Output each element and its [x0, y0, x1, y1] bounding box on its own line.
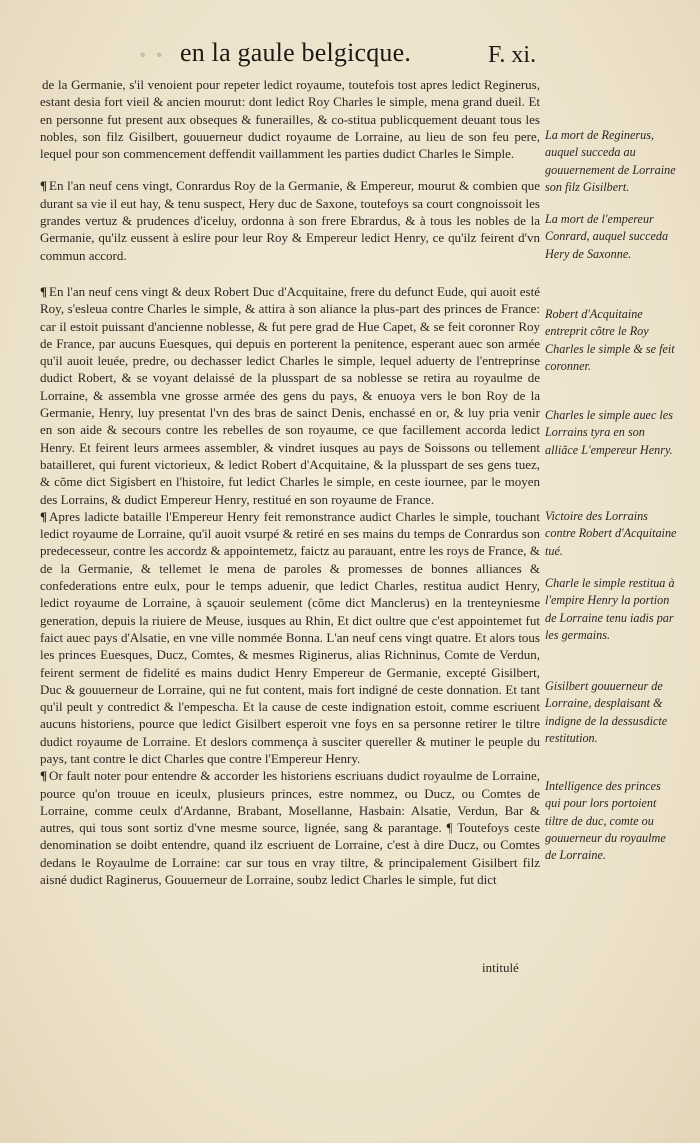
paragraph-text: En l'an neuf cens vingt & deux Robert Duc d'Acquitaine, frere du defunct Eude, qui auoit esté Roy, s'esleua contre Charles le simple, & attira à son aliance la plus-part des princes de France: car il estoit puissant d'ancienne noblesse, & fut pere grad de Hue Capet, & se feit coronner Roy de France, par aucuns Euesques, qui depuis en porterent la penitence, esperant auec son armée qu'il auoit leuée, predre, ou dechasser ledict Charles le simple, lequel aduerty de l'entreprinse dudict Robert, & se voyant delaissé de la plusspart de sa noblesse se retira au royaulme de Lorraine, & assembla vne grosse armée des gens du pays, & enuoya vers le bon Roy de la Germanie, Henry, luy presentat l'vn des bras de sainct Denis, enchassé en or, & luy pria venir en son aide & secours contre les rebelles de son royaume, ce que facillement accorda ledict Henry. Et feirent leurs armees assembler, & vindret iusques au pays de Soissons ou tellement batailleret, qui furent victorieux, & ledict Robert d'Acquitaine, & la plusspart de ses gens tuez, & cõme dict Sigisbert en l'histoire, fut ledict Charles le simple, en ceste iournee, par le moyen des Lorrains, & dudict Empereur Henry, restitué en son royaume de France.: [40, 283, 540, 507]
paragraph: [40, 177, 540, 263]
paragraph-text: Or fault noter pour entendre & accorder les historiens escriuans dudict royaulme de Lorraine, pource qu'on trouue en iceulx, plusieurs princes, estre nommez, ou Ducz, ou Comtes de Lorraine, comme ceulx d'Ardanne, Brabant, Mosellanne, Hasbain: Alsatie, Verdun, Bar & autres, qui tous sont sortiz d'vne mesme source, lignée, sang & parantage. ¶ Toutefoys ceste denomination se doibt entendre, quand ilz escriuent de Lorraine, c'est à dire Ducz, ou Comtes dedans le Royaulme de Lorraine: car sur tous en vray tiltre, & principalement Gisilbert filz aisné dudict Raginerus, Gouuerneur de Lorraine, soubz ledict Charles le simple, fut dict: [40, 768, 540, 888]
header-ornament: • •: [138, 46, 165, 65]
margin-note: Charles le simple auec les Lorrains tyra en son alliãce L'empereur Henry.: [545, 408, 673, 457]
margin-note: Charle le simple restitua à l'empire Henry la portion de Lorraine tenu iadis par les germains.: [545, 576, 675, 642]
paragraph-text: Apres ladicte bataille l'Empereur Henry feit remonstrance audict Charles le simple, touchant ledict royaume de Lorraine, qu'il auoit vsurpé & retiré en ses mains du temps de Conrardus son predecesseur, contre les accordz & appointemetz, faictz au parauant, entre les roys de France, & de la Germanie, & tellemet le mena de paroles & promesses de bonnes alliances & confederations entre eulx, pour le temps aduenir, que ledict Charles, restitua audict Henry, ledict royaume de Lorraine, à sçauoir seulement (cõme dict Manclerus) en la trenteyniesme generation, depuis la riuiere de Meuse, iusques au Rhin, Et dict oultre que c'est appointemet fut faict auec pays d'Alsatie, en vne ville nommée Bonna. L'an neuf cens vingt quatre. Et alors tous les princes Euesques, Ducz, Comtes, & mesmes Riginerus, alias Richninus, Comte de Verdun, feirent serment de fidelité es mains dudict Henry Empereur de Germanie, excepté Gisilbert, Duc & gouuerneur de Lorraine, qui ne fut content, mais fort indigné de ceste donnation. Et tant qu'il peult y contredict & l'empescha. Et la cause de ceste indignation estoit, comme escriuent aucuns historiens, pource que ledict Gisilbert esperoit vne foys en sa personne retirer le tiltre dudict royaume de Lorraine. Et deslors commença à susciter quereller & mutiner le peuple du pays, tant contre le dict Charles que contre l'Empereur Henry.: [40, 508, 540, 766]
page-header: [0, 34, 700, 74]
paragraph-text: de la Germanie, s'il venoient pour repeter ledict royaume, toutefois tost apres ledict Reginerus, estant desia fort vieil & ancien mourut: dont ledict Roy Charles le simple, mena grand dueil. Et en personne fut present aux obseques & funerailles, & co-stitua publicquement deuant tous les nobles, son filz Gisilbert, gouuerneur dudict royaume de Lorraine, au lieu de son feu pere, lequel pour son commencement deffendit vaillamment les parties dudict Charles le Simple.: [40, 77, 540, 162]
margin-note: La mort de Reginerus, auquel succeda au gouuernement de Lorraine son filz Gisilbert.: [545, 128, 676, 194]
paragraph-text: En l'an neuf cens vingt, Conrardus Roy de la Germanie, & Empereur, mourut & combien que durant sa vie il eut hay, & tenu suspect, Hery duc de Saxone, toutefoys sa court congnoissoit les grandes vertuz & prudences d'iceluy, ordonna à son frere Ebrardus, & à tous les nobles de la Germanie, qu'ilz eussent à eslire pour leur Roy & Empereur ledict Henry, ce qu'ilz feirent d'vn commun accord.: [40, 178, 540, 263]
margin-note: La mort de l'empereur Conrard, auquel succeda Hery de Saxonne.: [545, 212, 669, 261]
paragraph: [40, 283, 540, 508]
paragraph: [40, 508, 540, 767]
paragraph-mark: ¶: [40, 768, 48, 784]
margin-note: Gisilbert gouuerneur de Lorraine, desplaisant & indigne de la dessusdicte restitution.: [545, 679, 668, 745]
paragraph: [40, 767, 540, 888]
paragraph-mark: ¶: [40, 283, 48, 299]
margin-note: Intelligence des princes qui pour lors portoient tiltre de duc, comte ou gouuerneur du royaulme de Lorraine.: [545, 779, 666, 863]
margin-note: Victoire des Lorrains contre Robert d'Acquitaine tué.: [545, 509, 677, 558]
running-title: en la gaule belgicque.: [180, 38, 412, 67]
paragraph-mark: ¶: [40, 178, 48, 194]
paragraph-mark: ¶: [40, 508, 48, 524]
paragraph: [40, 76, 540, 162]
margin-note: Robert d'Acquitaine entreprit cõtre le Roy Charles le simple & se feit coronner.: [545, 307, 675, 373]
folio-number: F. xi.: [488, 42, 537, 68]
catchword: intitulé: [482, 960, 519, 975]
main-text-column: [40, 76, 540, 888]
